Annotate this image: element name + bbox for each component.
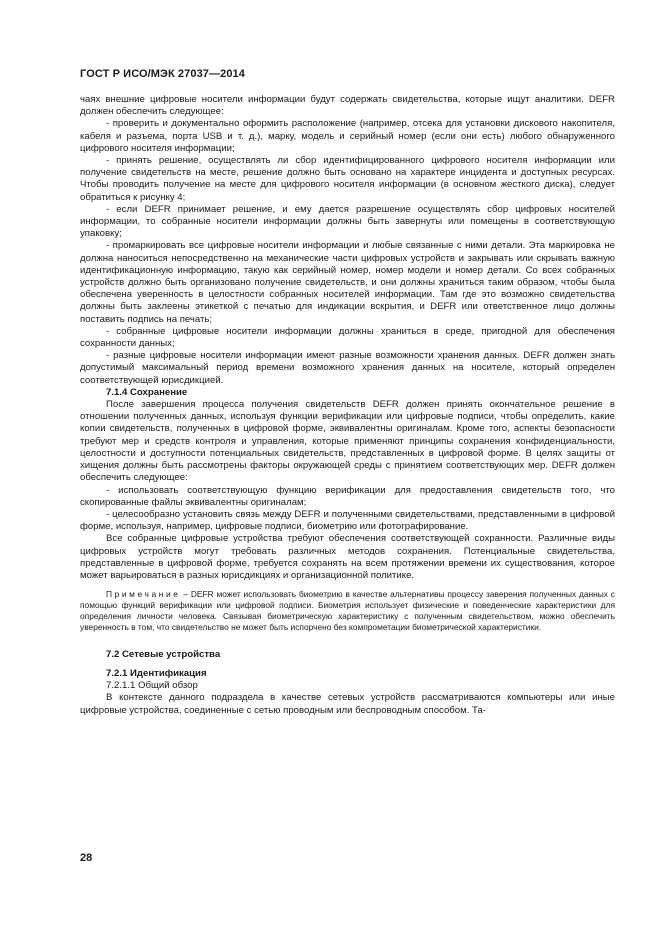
paragraph: После завершения процесса получения свидетельств DEFR должен принять окончательное решение в отношении полученных данных, используя функции верификации или цифровые подписи, чтобы определить, какие копии свидетельств, полученных в цифровой форме, эквивалентны оригиналам. Кроме того, аспекты безопасности требуют мер и средств контроля и управления, которые применяют принципы сохранения конфиденциальности, целостности и доступности потенциальных свидетельств, представленных в цифровой форме. В целях защиты от хищения должны быть рассмотрены факторы окружающей среды с принятием соответствующих мер. DEFR должен обеспечить следующее:: [80, 399, 615, 484]
document-header: ГОСТ Р ИСО/МЭК 27037—2014: [80, 68, 245, 80]
subsubsection-heading-7-2-1-1: 7.2.1.1 Общий обзор: [106, 680, 198, 692]
paragraph: чаях внешние цифровые носители информации будут содержать свидетельства, которые ищут аналитики. DEFR должен обеспечить следующее:: [80, 94, 615, 118]
note-text: – DEFR может использовать биометрию в качестве альтернативы процессу заверения полученных данных с помощью функций верификации или цифровой подписи. Биометрия использует физические и поведенческие характеристики для определения личности человека. Связывая биометрическую характеристику с полученным свидетельством, можно обеспечить уверенность в том, что свидетельство не может быть испорчено без компрометации биометрической характеристики.: [80, 589, 615, 632]
list-item: - собранные цифровые носители информации должны храниться в среде, пригодной для обеспечения сохранности данных;: [80, 325, 615, 350]
list-item: - целесообразно установить связь между DEFR и полученными свидетельствами, представленными в цифровой форме, используя, например, цифровые подписи, биометрию или фотографирование.: [80, 508, 615, 533]
paragraph: Все собранные цифровые устройства требуют обеспечения соответствующей сохранности. Различные виды цифровых устройств могут требовать различных методов сохранения. Потенциальные свидетельства, представленные в цифровой форме, требуется сохранять на всем протяжении времени их существования, которое может варьироваться в разных юрисдикциях и организационной политике.: [80, 533, 615, 581]
list-item: - разные цифровые носители информации имеют разные возможности хранения данных. DEFR должен знать допустимый максимальный период времени возможного хранения данных на носителе, который определен соответствующей юрисдикцией.: [80, 350, 615, 386]
subsection-heading-7-2-1: 7.2.1 Идентификация: [106, 667, 207, 679]
paragraph: В контексте данного подраздела в качестве сетевых устройств рассматриваются компьютеры или иные цифровые устройства, соединенные с сетью проводным или беспроводным способом. Та-: [80, 692, 615, 716]
list-item: - использовать соответствующую функцию верификации для предоставления свидетельств того, что скопированные файлы эквивалентны оригиналам;: [80, 484, 615, 508]
list-item: - принять решение, осуществлять ли сбор идентифицированного цифрового носителя информации или получение свидетельств на месте, решение должно быть основано на характере инцидента и доступных ресурсах. Чтобы проводить получение на месте для цифрового носителя информации (в основном жесткого диска), следует обратиться к рисунку 4;: [80, 155, 615, 203]
subsection-heading-7-1-4: 7.1.4 Сохранение: [106, 386, 188, 398]
document-body: [80, 94, 615, 717]
list-item: - проверить и документально оформить расположение (например, отсека для установки дискового накопителя, кабеля и разъема, порта USB и т. д.), марку, модель и серийный номер (если они есть) любого обнаруженного цифрового носителя информации;: [80, 118, 615, 154]
note: [80, 589, 615, 633]
page-number: 28: [80, 852, 93, 864]
note-label: Примечание: [106, 589, 181, 600]
list-item: - если DEFR принимает решение, и ему дается разрешение осуществлять сбор цифровых носителей информации, то собранные носители информации должны быть завернуты или помещены в соответствующую упаковку;: [80, 203, 615, 240]
section-heading-7-2: 7.2 Сетевые устройства: [106, 648, 221, 660]
list-item: - промаркировать все цифровые носители информации и любые связанные с ними детали. Эта маркировка не должна наноситься непосредственно на механические части цифровых устройств и закрывать или скрывать важную идентификационную информацию, такую как серийный номер, номер модели и номер детали. Со всех собранных устройств должно быть организовано получение свидетельств, и они должны храниться таким образом, чтобы была обеспечена уверенность в целостности собранных носителей информации. Там где это возможно свидетельства должны быть заклеены этикеткой с печатью для индикации вскрытия, и DEFR или ответственное лицо должны поставить подпись на печать;: [80, 240, 615, 325]
